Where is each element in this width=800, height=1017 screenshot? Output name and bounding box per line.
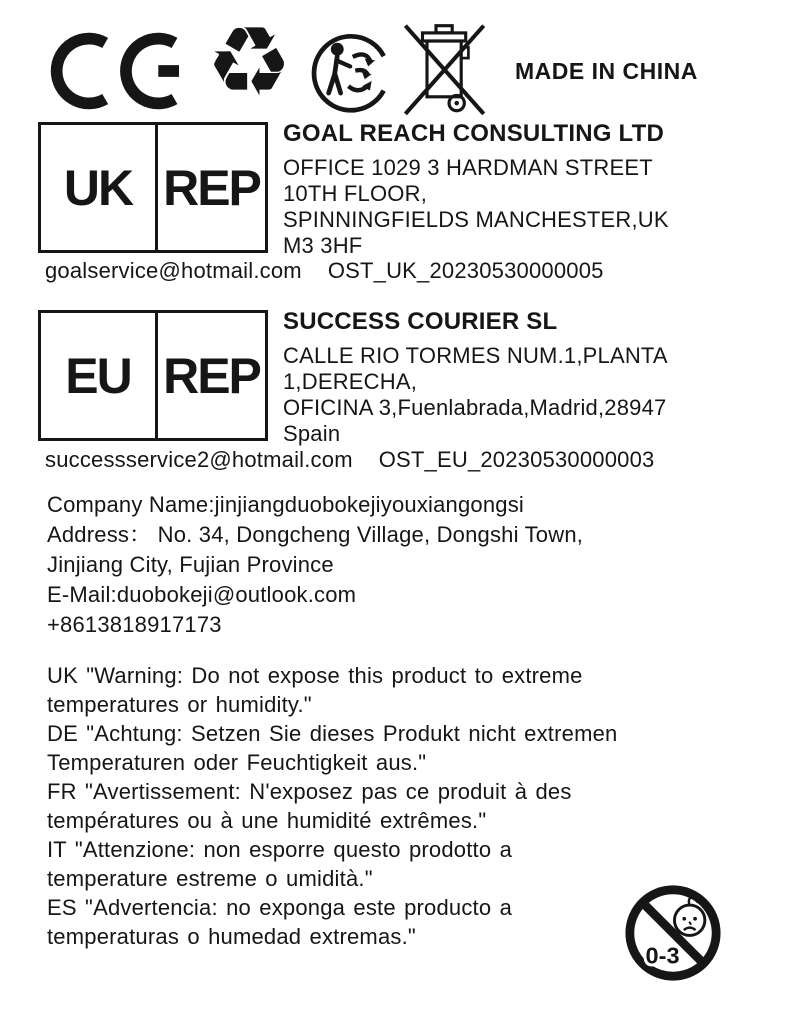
manufacturer-phone: +8613818917173 (47, 612, 222, 637)
eu-rep-address-line: 1,DERECHA, (283, 369, 418, 394)
made-in-china-text: MADE IN CHINA (515, 58, 698, 84)
warning-line-it: temperature estreme o umidità." (47, 866, 373, 891)
ce-mark-icon (44, 26, 188, 121)
uk-rep-registration-code: OST_UK_20230530000005 (327, 258, 604, 283)
eu-rep-address-line: Spain (283, 421, 341, 446)
eu-rep-info (283, 308, 668, 447)
eu-rep-registration-code: OST_EU_20230530000003 (378, 447, 655, 472)
uk-rep-box (38, 122, 268, 253)
eu-rep-box-right: REP (163, 347, 260, 404)
manufacturer-info (47, 490, 583, 640)
eu-rep-address-line: OFICINA 3,Fuenlabrada,Madrid,28947 (283, 395, 667, 420)
warning-line-it: IT "Attenzione: non esporre questo prodotto a (47, 837, 513, 862)
warning-line-de: Temperaturen oder Feuchtigkeit aus." (47, 750, 427, 775)
uk-rep-info (283, 120, 669, 259)
warning-line-es: ES "Advertencia: no exponga este producto a (47, 895, 513, 920)
uk-rep-contact-line (45, 258, 604, 284)
warning-line-uk: UK "Warning: Do not expose this product to extreme (47, 663, 583, 688)
weee-bin-icon (400, 13, 490, 128)
eu-rep-contact-line (45, 447, 654, 473)
eu-rep-company-name: SUCCESS COURIER SL (283, 308, 558, 335)
manufacturer-email: E-Mail:duobokeji@outlook.com (47, 582, 357, 607)
warning-line-fr: FR "Avertissement: N'exposez pas ce produit à des (47, 779, 572, 804)
triman-icon (308, 26, 394, 123)
manufacturer-address-line: Address： No. 34, Dongcheng Village, Dongshi Town, (47, 522, 584, 547)
manufacturer-company-name: Company Name:jinjiangduobokejiyouxiangongsi (47, 492, 525, 517)
uk-rep-address-line: 10TH FLOOR, (283, 181, 428, 206)
warning-line-fr: températures ou à une humidité extrêmes." (47, 808, 487, 833)
warning-line-de: DE "Achtung: Setzen Sie dieses Produkt nicht extremen (47, 721, 618, 746)
warning-line-uk: temperatures or humidity." (47, 692, 312, 717)
uk-rep-email: goalservice@hotmail.com (45, 258, 302, 283)
warning-line-es: temperaturas o humedad extremas." (47, 924, 416, 949)
uk-rep-address-line: M3 3HF (283, 233, 363, 258)
eu-rep-box (38, 310, 268, 441)
recycling-symbol-icon: ♻ (205, 6, 293, 118)
multilingual-warnings (47, 661, 617, 951)
uk-rep-address-line: SPINNINGFIELDS MANCHESTER,UK (283, 207, 669, 232)
uk-rep-address-line: OFFICE 1029 3 HARDMAN STREET (283, 155, 653, 180)
uk-rep-box-right: REP (163, 159, 260, 216)
age-warning-text: 0-3 (645, 942, 680, 969)
eu-rep-box-left: EU (41, 313, 158, 438)
manufacturer-address-line: Jinjiang City, Fujian Province (47, 552, 334, 577)
eu-rep-email: successservice2@hotmail.com (45, 447, 353, 472)
eu-rep-address-line: CALLE RIO TORMES NUM.1,PLANTA (283, 343, 668, 368)
uk-rep-company-name: GOAL REACH CONSULTING LTD (283, 120, 664, 147)
uk-rep-box-left: UK (41, 125, 158, 250)
age-warning-0-3-icon (622, 882, 724, 989)
